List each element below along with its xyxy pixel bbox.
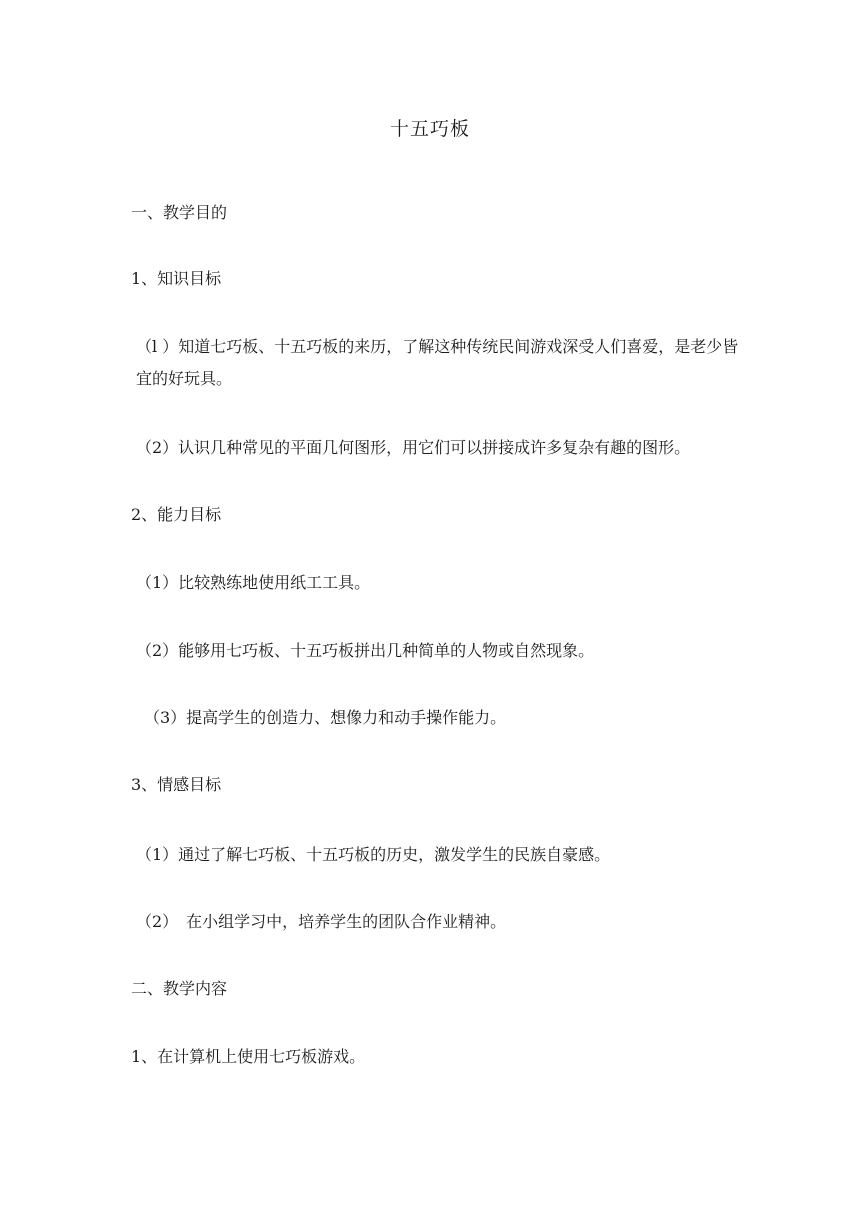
emotion-goal-item-1: （1）通过了解七巧板、十五巧板的历史，激发学生的民族自豪感。 — [136, 845, 611, 864]
ability-goal-item-1: （1）比较熟练地使用纸工工具。 — [136, 573, 371, 592]
ability-goal-item-3: （3）提高学生的创造力、想像力和动手操作能力。 — [144, 708, 507, 727]
content-item-1: 1、在计算机上使用七巧板游戏。 — [131, 1047, 366, 1066]
ability-goal-item-2: （2）能够用七巧板、十五巧板拼出几种简单的人物或自然现象。 — [136, 641, 595, 660]
document-title: 十五巧板 — [389, 118, 470, 140]
knowledge-goal-item-1: （l ）知道七巧板、十五巧板的来历，了解这种传统民间游戏深受人们喜爱，是老少皆宜的好玩具。 — [136, 337, 739, 388]
section-heading-teaching-goals: 一、教学目的 — [131, 203, 228, 222]
section-heading-teaching-content: 二、教学内容 — [131, 979, 228, 998]
knowledge-goal-item-2: （2）认识几种常见的平面几何图形，用它们可以拼接成许多复杂有趣的图形。 — [136, 438, 691, 457]
subheading-knowledge-goals: 1、知识目标 — [131, 269, 222, 288]
subheading-ability-goals: 2、能力目标 — [131, 505, 222, 524]
emotion-goal-item-2: （2） 在小组学习中，培养学生的团队合作业精神。 — [136, 912, 507, 931]
subheading-emotion-goals: 3、情感目标 — [131, 775, 222, 794]
